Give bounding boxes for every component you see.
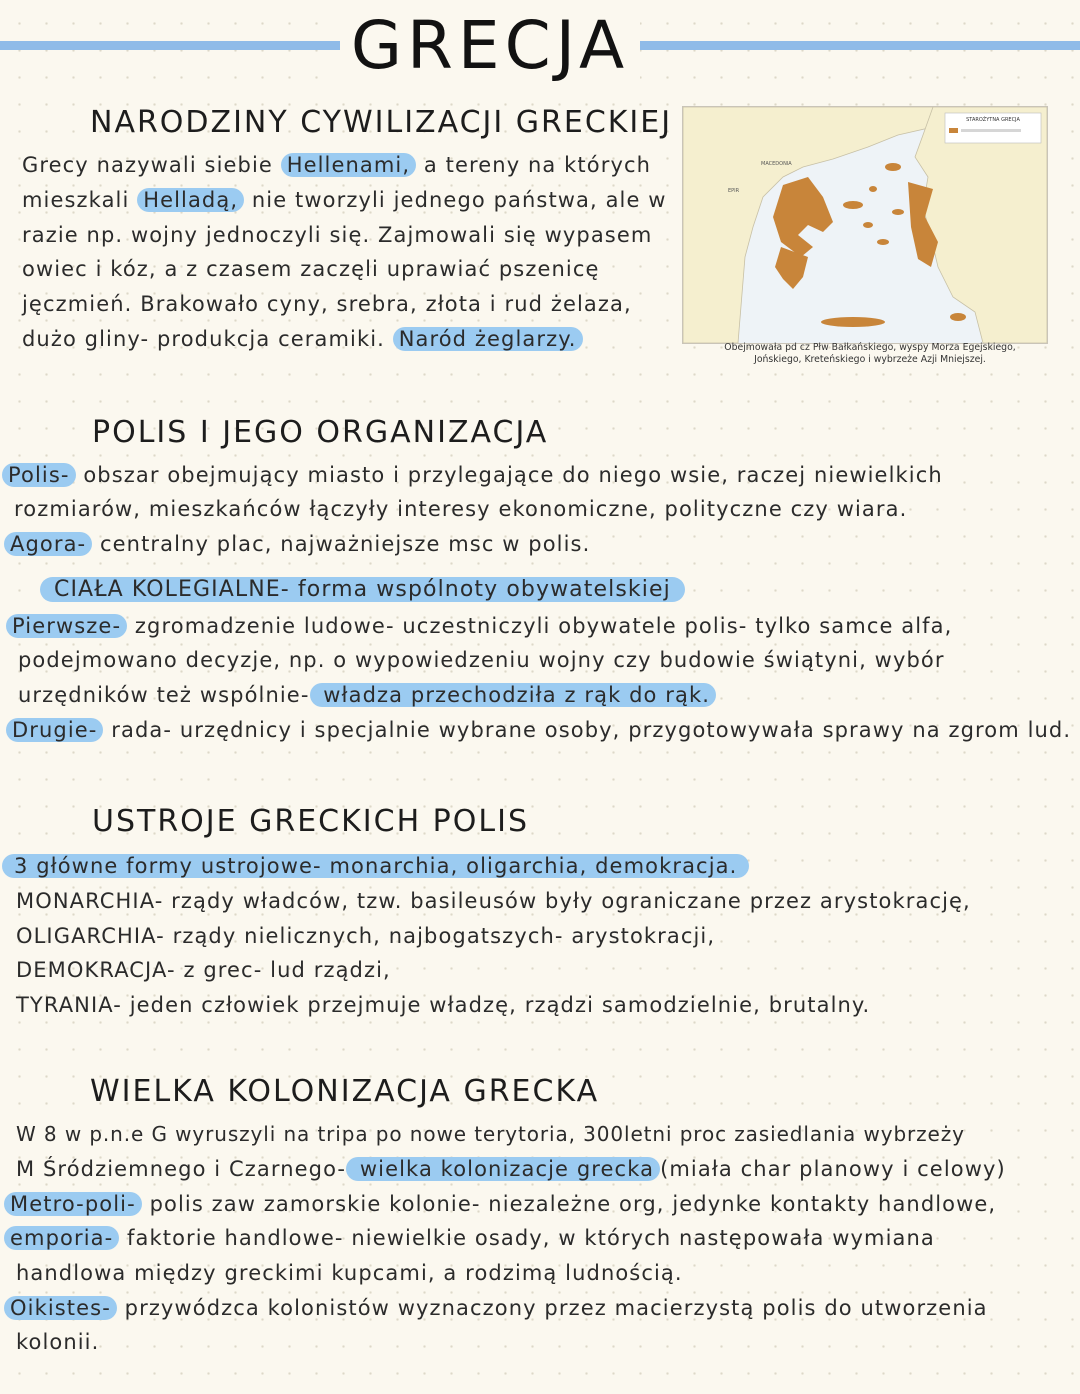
- text-line: Agora- centralny plac, najważniejsze msc w polis.: [4, 529, 590, 559]
- highlight-term: emporia-: [4, 1226, 119, 1250]
- map-label-epir: EPIR: [728, 188, 740, 194]
- text-line: emporia- faktorie handlowe- niewielkie osady, w których następowała wymiana: [4, 1223, 935, 1253]
- text-line: kolonii.: [16, 1330, 100, 1354]
- text-line: Metro-poli- polis zaw zamorskie kolonie- niezależne org, jedynke kontakty handlowe,: [4, 1189, 996, 1219]
- highlight-term: Helladą,: [137, 188, 244, 212]
- text-line: [2, 851, 749, 881]
- text-line: Drugie- rada- urzędnicy i specjalnie wybrane osoby, przygotowywała sprawy na zgrom lud.: [6, 715, 1071, 745]
- highlight-term: Agora-: [4, 532, 92, 556]
- map-legend-title: STAROŻYTNA GRECJA: [966, 117, 1020, 123]
- text-line: urzędników też wspólnie- władza przechodziła z rąk do rąk.: [18, 680, 716, 710]
- text-line: Grecy nazywali siebie Hellenami, a tereny na których: [22, 153, 652, 177]
- highlight-term: 3 główne formy ustrojowe- monarchia, oligarchia, demokracja.: [2, 854, 749, 878]
- highlight-term: Pierwsze-: [6, 614, 127, 638]
- text-line: Oikistes- przywódzca kolonistów wyznaczony przez macierzystą polis do utworzenia: [4, 1293, 988, 1323]
- text-line: Polis- obszar obejmujący miasto i przylegające do niego wsie, raczej niewielkich: [2, 460, 943, 490]
- text-line: OLIGARCHIA- rządy nielicznych, najbogatszych- arystokracji,: [16, 924, 716, 948]
- subheading-ciala-kolegialne: CIAŁA KOLEGIALNE- forma wspólnoty obywatelskiej: [40, 575, 685, 605]
- text-line: DEMOKRACJA- z grec- lud rządzi,: [16, 958, 391, 982]
- text-line: dużo gliny- produkcja ceramiki. Naród żeglarzy.: [22, 324, 583, 354]
- text-line: Pierwsze- zgromadzenie ludowe- uczestniczyli obywatele polis- tylko samce alfa,: [6, 611, 952, 641]
- text-line: TYRANIA- jeden człowiek przejmuje władzę, rządzi samodzielnie, brutalny.: [16, 993, 871, 1017]
- highlight-term: Hellenami,: [281, 153, 416, 177]
- text-line: owiec i kóz, a z czasem zaczęli uprawiać pszenicę: [22, 257, 600, 281]
- text-line: jęczmień. Brakowało cyny, srebra, złota i rud żelaza,: [22, 292, 632, 316]
- page-title: GRECJA: [340, 4, 640, 88]
- highlight-term: Metro-poli-: [4, 1192, 142, 1216]
- text-line: razie np. wojny jednoczyli się. Zajmowali się wypasem: [22, 223, 653, 247]
- highlight-term: Naród żeglarzy.: [393, 327, 583, 351]
- text-line: mieszkali Helladą, nie tworzyli jednego państwa, ale w: [22, 188, 667, 212]
- text-line: handlowa między greckimi kupcami, a rodzimą ludnością.: [16, 1261, 683, 1285]
- text-line: MONARCHIA- rządy władców, tzw. basileusów były ograniczane przez arystokrację,: [16, 889, 971, 913]
- highlight-term: Polis-: [2, 463, 76, 487]
- ancient-greece-map: [682, 106, 1048, 344]
- map-drawing: [683, 107, 1047, 343]
- text-line: W 8 w p.n.e G wyruszyli na tripa po nowe terytoria, 300letni proc zasiedlania wybrzeży: [16, 1122, 965, 1146]
- text-line: M Śródziemnego i Czarnego- wielka kolonizacje grecka (miała char planowy i celowy): [16, 1157, 1006, 1181]
- highlight-term: wielka kolonizacje grecka: [346, 1157, 660, 1181]
- map-label-macedonia: MACEDONIA: [761, 161, 792, 167]
- text-line: podejmowano decyzje, np. o wypowiedzeniu wojny czy budowie świątyni, wybór: [18, 648, 945, 672]
- section-heading-ustroje: USTROJE GRECKICH POLIS: [92, 804, 529, 839]
- section-heading-polis: POLIS I JEGO ORGANIZACJA: [92, 415, 549, 450]
- highlight-term: Oikistes-: [4, 1296, 117, 1320]
- highlight-term: Drugie-: [6, 718, 103, 742]
- section-heading-narodziny: NARODZINY CYWILIZACJI GRECKIEJ: [90, 105, 673, 140]
- highlight-term: władza przechodziła z rąk do rąk.: [310, 683, 717, 707]
- map-caption: Obejmowała pd cz Płw Bałkańskiego, wyspy Morza Egejskiego, Jońskiego, Kreteńskiego i wybrzeże Azji Mniejszej.: [724, 342, 1016, 365]
- section-heading-kolonizacja: WIELKA KOLONIZACJA GRECKA: [90, 1074, 600, 1109]
- text-line: rozmiarów, mieszkańców łączyły interesy ekonomiczne, polityczne czy wiara.: [14, 497, 908, 521]
